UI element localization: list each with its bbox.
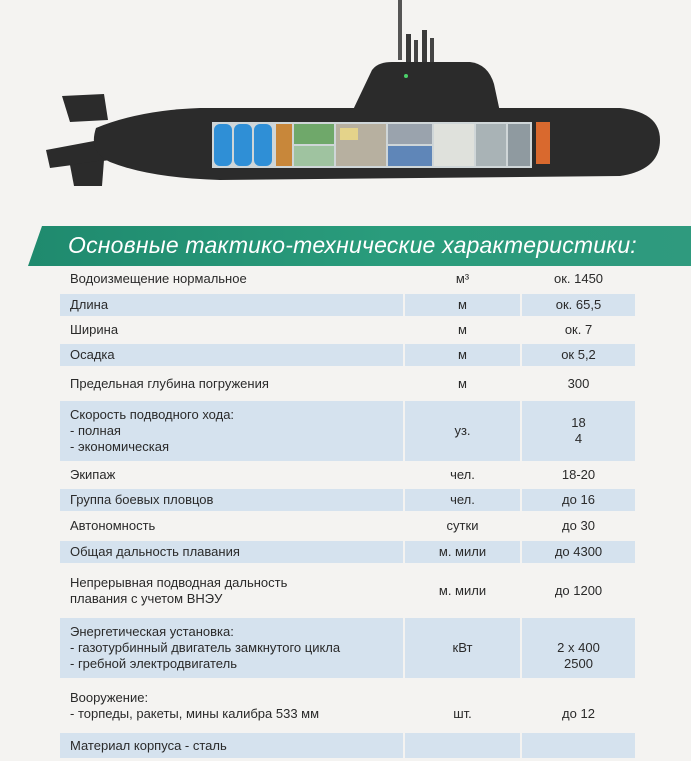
- spec-value: 18: [571, 415, 586, 430]
- spec-name: Длина: [60, 294, 403, 316]
- spec-unit: м: [458, 322, 467, 337]
- spec-name: Предельная глубина погружения: [70, 375, 269, 391]
- table-row: [60, 369, 635, 401]
- spec-unit: м. мили: [438, 582, 487, 598]
- spec-unit: уз.: [405, 401, 520, 461]
- specs-table: [60, 267, 635, 761]
- spec-name: Водоизмещение нормальное: [70, 271, 247, 286]
- spec-name: Ширина: [70, 322, 119, 337]
- table-row: [60, 681, 635, 733]
- spec-unit: сутки: [446, 518, 479, 533]
- spec-value: 300: [567, 375, 590, 391]
- spec-unit: м: [405, 294, 520, 316]
- spec-name-cont: плавания с учетом ВНЭУ: [70, 590, 223, 606]
- spec-value: ок. 1450: [553, 271, 604, 286]
- spec-subitem: - газотурбинный двигатель замкнутого цикла: [70, 640, 341, 655]
- spec-name: Скорость подводного хода:: [70, 407, 235, 422]
- spec-value: 2 х 400: [557, 640, 600, 655]
- table-row: [60, 489, 635, 514]
- spec-value: до 1200: [554, 582, 603, 598]
- spec-value: 4: [574, 431, 583, 446]
- spec-subitem: - полная: [70, 423, 121, 438]
- spec-value: до 4300: [522, 541, 635, 563]
- sail-light: [404, 74, 408, 78]
- spec-name: Группа боевых пловцов: [60, 489, 403, 511]
- spec-unit: м³: [455, 271, 470, 286]
- spec-subitem: - гребной электродвигатель: [70, 656, 237, 671]
- spec-value: до 30: [562, 518, 595, 533]
- table-row: [60, 294, 635, 319]
- table-row: [60, 514, 635, 541]
- spec-name: Общая дальность плавания: [60, 541, 403, 563]
- table-row: [60, 319, 635, 344]
- spec-name: Вооружение:: [70, 689, 149, 705]
- spec-value: до 16: [522, 489, 635, 511]
- spec-name: Непрерывная подводная дальность: [70, 574, 288, 590]
- table-row: [60, 566, 635, 618]
- spec-unit: шт.: [453, 705, 472, 721]
- rudder-fin: [62, 94, 108, 122]
- spec-value: 2500: [564, 656, 593, 671]
- spec-name: Осадка: [60, 344, 403, 366]
- periscope-masts: [398, 0, 434, 62]
- spec-unit: м: [405, 344, 520, 366]
- table-row: [60, 618, 635, 681]
- spec-unit: м: [458, 375, 467, 391]
- table-row: [60, 464, 635, 489]
- spec-unit: чел.: [405, 489, 520, 511]
- spec-value: 18-20: [561, 467, 596, 482]
- spec-subitem: - торпеды, ракеты, мины калибра 533 мм: [70, 705, 320, 721]
- table-row: [60, 267, 635, 294]
- spec-name: Энергетическая установка:: [70, 624, 234, 639]
- table-row: [60, 541, 635, 566]
- hull-cutaway: [212, 122, 550, 168]
- spec-unit: м. мили: [405, 541, 520, 563]
- table-row: [60, 344, 635, 369]
- table-row: [60, 401, 635, 464]
- spec-unit: кВт: [405, 618, 520, 678]
- spec-value: ок 5,2: [522, 344, 635, 366]
- spec-name: Автономность: [70, 518, 156, 533]
- spec-value: ок. 7: [564, 322, 593, 337]
- table-row: [60, 733, 635, 761]
- section-title: Основные тактико-технические характеристики:: [68, 232, 637, 258]
- spec-subitem: - экономическая: [70, 439, 169, 454]
- spec-value: до 12: [562, 705, 595, 721]
- conning-tower: [352, 62, 500, 112]
- spec-name: Экипаж: [70, 467, 116, 482]
- spec-name: Материал корпуса - сталь: [60, 733, 403, 758]
- spec-value: ок. 65,5: [522, 294, 635, 316]
- submarine-illustration: [0, 0, 691, 215]
- spec-unit: чел.: [450, 467, 475, 482]
